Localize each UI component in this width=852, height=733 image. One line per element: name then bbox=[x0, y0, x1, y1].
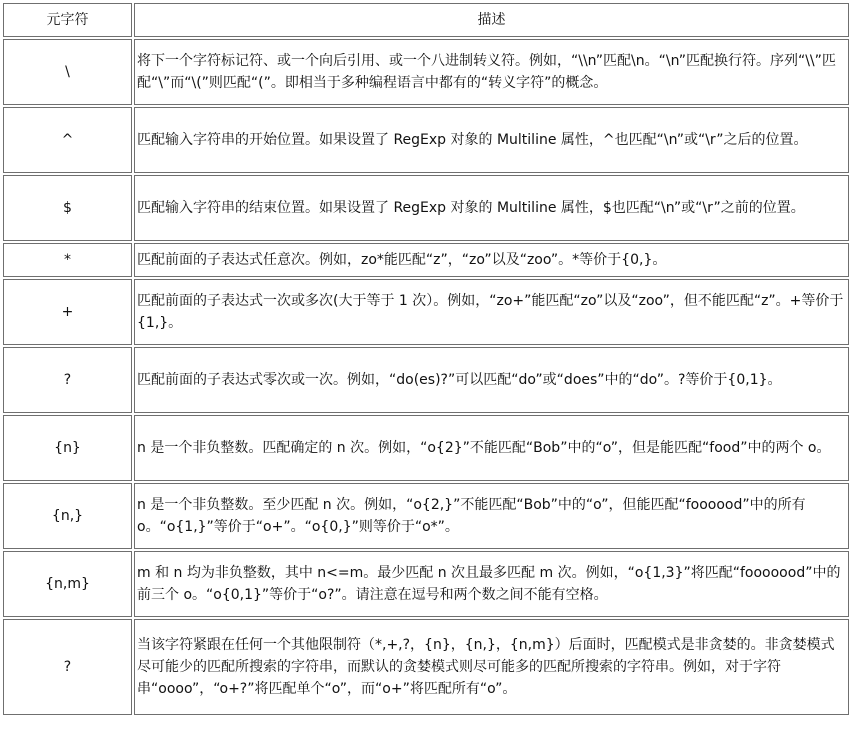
table-row bbox=[3, 347, 849, 413]
table-row bbox=[3, 243, 849, 277]
row-symbol: $ bbox=[3, 175, 132, 241]
row-symbol: ? bbox=[3, 619, 132, 715]
row-description: 匹配输入字符串的开始位置。如果设置了 RegExp 对象的 Multiline 属性，^也匹配“\n”或“\r”之后的位置。 bbox=[134, 107, 849, 173]
row-description: 匹配输入字符串的结束位置。如果设置了 RegExp 对象的 Multiline 属性，$也匹配“\n”或“\r”之前的位置。 bbox=[134, 175, 849, 241]
table-row bbox=[3, 39, 849, 105]
table-row bbox=[3, 619, 849, 715]
regex-metacharacter-table bbox=[1, 1, 851, 717]
header-description: 描述 bbox=[134, 3, 849, 37]
table-row bbox=[3, 279, 849, 345]
row-description: n 是一个非负整数。匹配确定的 n 次。例如，“o{2}”不能匹配“Bob”中的“o”，但是能匹配“food”中的两个 o。 bbox=[134, 415, 849, 481]
row-description: 匹配前面的子表达式一次或多次(大于等于 1 次）。例如，“zo+”能匹配“zo”以及“zoo”，但不能匹配“z”。+等价于{1,}。 bbox=[134, 279, 849, 345]
row-symbol: * bbox=[3, 243, 132, 277]
row-description: 匹配前面的子表达式零次或一次。例如，“do(es)?”可以匹配“do”或“does”中的“do”。?等价于{0,1}。 bbox=[134, 347, 849, 413]
row-symbol: {n,m} bbox=[3, 551, 132, 617]
table-row bbox=[3, 551, 849, 617]
row-symbol: ^ bbox=[3, 107, 132, 173]
row-symbol: {n} bbox=[3, 415, 132, 481]
row-description: n 是一个非负整数。至少匹配 n 次。例如，“o{2,}”不能匹配“Bob”中的“o”，但能匹配“foooood”中的所有 o。“o{1,}”等价于“o+”。“o{0,}”则等价于“o*”。 bbox=[134, 483, 849, 549]
table-row bbox=[3, 175, 849, 241]
table-header-row bbox=[3, 3, 849, 37]
row-symbol: + bbox=[3, 279, 132, 345]
table-row bbox=[3, 107, 849, 173]
row-symbol: {n,} bbox=[3, 483, 132, 549]
row-symbol: \ bbox=[3, 39, 132, 105]
table-row bbox=[3, 483, 849, 549]
row-description: 匹配前面的子表达式任意次。例如，zo*能匹配“z”，“zo”以及“zoo”。*等价于{0,}。 bbox=[134, 243, 849, 277]
row-symbol: ? bbox=[3, 347, 132, 413]
table-row bbox=[3, 415, 849, 481]
row-description: m 和 n 均为非负整数，其中 n<=m。最少匹配 n 次且最多匹配 m 次。例如，“o{1,3}”将匹配“fooooood”中的前三个 o。“o{0,1}”等价于“o?”。请注意在逗号和两个数之间不能有空格。 bbox=[134, 551, 849, 617]
row-description: 将下一个字符标记符、或一个向后引用、或一个八进制转义符。例如，“\\n”匹配\n。“\n”匹配换行符。序列“\\”匹配“\”而“\(”则匹配“(”。即相当于多种编程语言中都有的“转义字符”的概念。 bbox=[134, 39, 849, 105]
header-symbol: 元字符 bbox=[3, 3, 132, 37]
row-description: 当该字符紧跟在任何一个其他限制符（*,+,?，{n}，{n,}，{n,m}）后面时，匹配模式是非贪婪的。非贪婪模式尽可能少的匹配所搜索的字符串，而默认的贪婪模式则尽可能多的匹配所搜索的字符串。例如，对于字符串“oooo”，“o+?”将匹配单个“o”，而“o+”将匹配所有“o”。 bbox=[134, 619, 849, 715]
